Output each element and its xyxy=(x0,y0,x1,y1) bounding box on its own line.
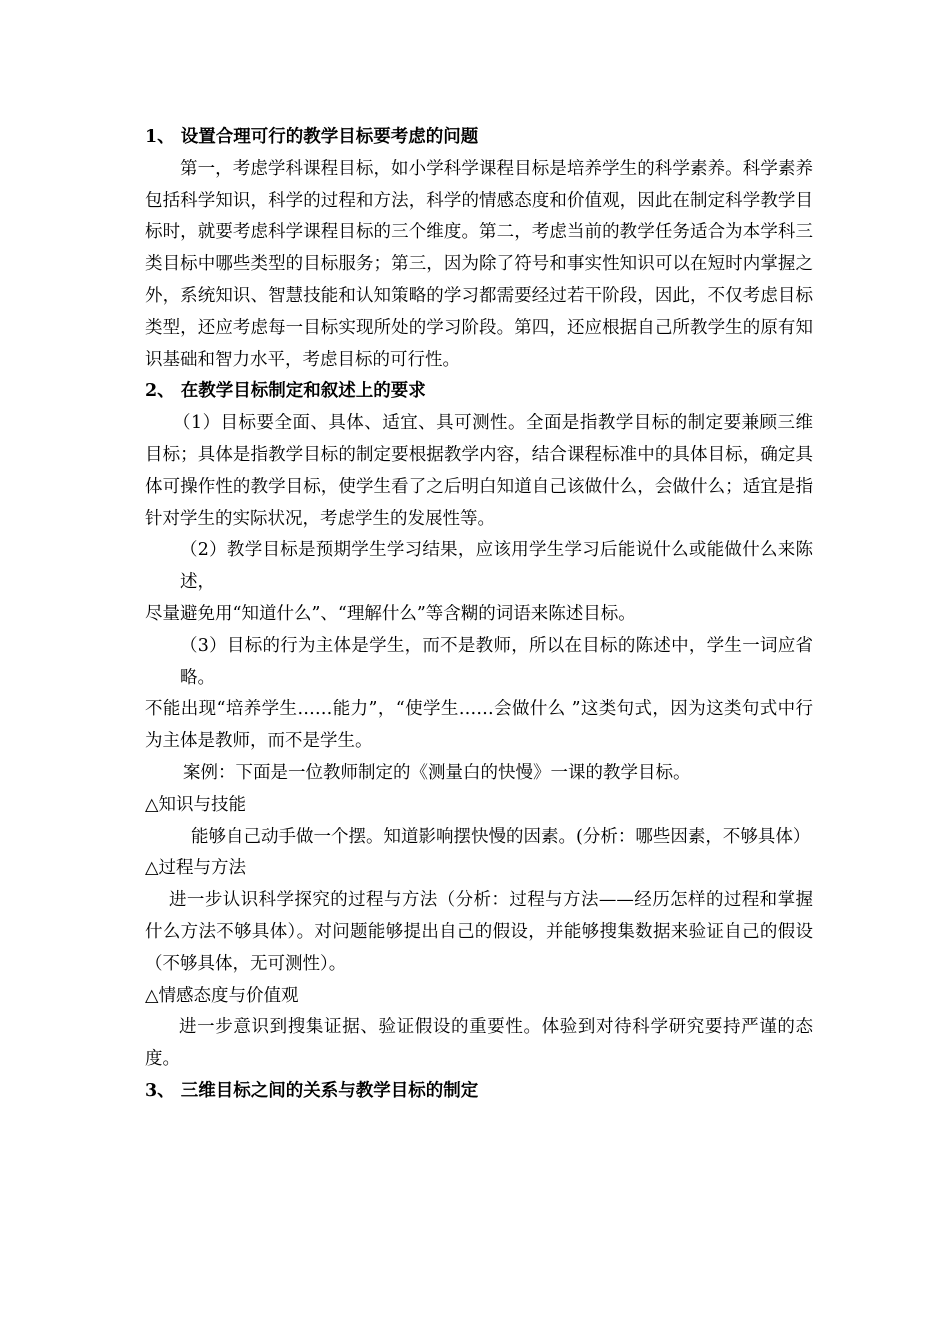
case-text-process: 进一步认识科学探究的过程与方法（分析：过程与方法——经历怎样的过程和掌握什么方法不够具体）。对问题能够提出自己的假设，并能够搜集数据来验证自己的假设（不够具体，无可测性）。 xyxy=(145,890,813,974)
section-1-heading: 1、 设置合理可行的教学目标要考虑的问题 xyxy=(145,127,479,147)
case-label-attitude: △情感态度与价值观 xyxy=(145,985,299,1006)
section-3-heading: 3、 三维目标之间的关系与教学目标的制定 xyxy=(145,1080,479,1101)
case-label-knowledge: △知识与技能 xyxy=(145,794,246,815)
case-label-process: △过程与方法 xyxy=(145,858,246,879)
document-body xyxy=(145,122,813,1108)
requirement-1: （1）目标要全面、具体、适宜、具可测性。全面是指教学目标的制定要兼顾三维目标；具体是指教学目标的制定要根据教学内容，结合课程标准中的具体目标，确定具体可操作性的教学目标，使学生看了之后明白知道自己该做什么，会做什么；适宜是指针对学生的实际状况，考虑学生的发展性等。 xyxy=(145,413,813,529)
requirement-2-continuation: 尽量避免用“知道什么”、“理解什么”等含糊的词语来陈述目标。 xyxy=(145,603,636,624)
requirement-2: （2）教学目标是预期学生学习结果，应该用学生学习后能说什么或能做什么来陈述， xyxy=(180,540,813,593)
requirement-3: （3）目标的行为主体是学生，而不是教师，所以在目标的陈述中，学生一词应省略。 xyxy=(180,635,813,688)
section-1-paragraph: 第一，考虑学科课程目标，如小学科学课程目标是培养学生的科学素养。科学素养包括科学知识，科学的过程和方法，科学的情感态度和价值观，因此在制定科学教学目标时，就要考虑科学课程目标的三个维度。第二，考虑当前的教学任务适合为本学科三类目标中哪些类型的目标服务；第三，因为除了符号和事实性知识可以在短时内掌握之外，系统知识、智慧技能和认知策略的学习都需要经过若干阶段，因此，不仅考虑目标类型，还应考虑每一目标实现所处的学习阶段。第四，还应根据自己所教学生的原有知识基础和智力水平，考虑目标的可行性。 xyxy=(145,158,813,370)
case-text-knowledge: 能够自己动手做一个摆。知道影响摆快慢的因素。(分析：哪些因素，不够具体） xyxy=(191,826,811,847)
section-2-heading: 2、 在教学目标制定和叙述上的要求 xyxy=(145,381,426,402)
requirement-3-continuation: 不能出现“培养学生……能力”，“使学生……会做什么 ”这类句式，因为这类句式中行为主体是教师，而不是学生。 xyxy=(145,699,813,752)
case-text-attitude: 进一步意识到搜集证据、验证假设的重要性。体验到对待科学研究要持严谨的态度。 xyxy=(145,1017,813,1070)
case-intro: 案例：下面是一位教师制定的《测量白的快慢》一课的教学目标。 xyxy=(183,762,691,783)
